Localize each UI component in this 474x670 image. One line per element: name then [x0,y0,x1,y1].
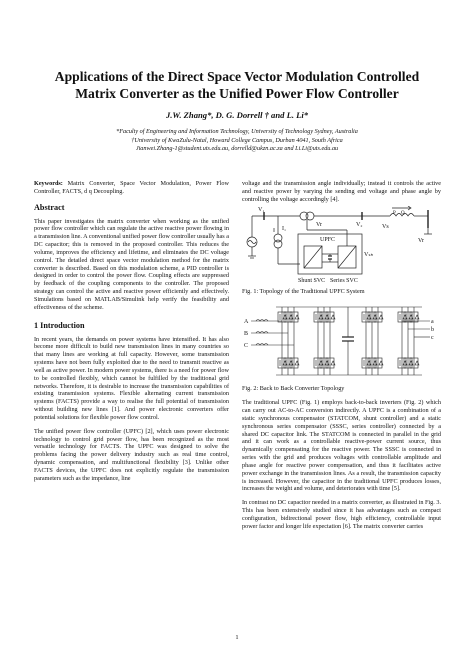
right-column [242,180,441,531]
right-paragraph-1: voltage and the transmission angle individually; instead it controls the active and reactive power by varying the sending end voltage and phase angle by controlling the voltage accordingly [4]. [242,180,441,203]
abstract-heading: Abstract [34,202,65,212]
abstract-body: This paper investigates the matrix converter when working as the unified power flow controller which can regulate the active reactive power flowing in a transmission line. A conventional unified power flow controller usually has a DC capacitor; this is removed in the proposed controller. This reduces the volume, improves the efficiency and lifetime, and eliminates the DC voltage control. The detailed direct space vector modulation method for the matrix converter is described. Based on this modulation scheme, a PID controller is designed in order to control the power flow. Coupling effects are suppressed by feedback of the coupling components to the controller. The proposed strategy can control the active and reactive power efficiently and effectively. Simulations based on MATLAB/Simulink help verify the feasibility and effectiveness of the scheme. [34,217,229,311]
switch-1-2-upper-diode [415,315,419,319]
affiliation-1: *Faculty of Engineering and Information Technology, University of Technology Sydney, Australia [116,128,358,135]
figure-2-back-to-back-converter [242,301,441,383]
figure-1-upfc-topology [242,206,441,286]
switch-1-0-upper-diode [403,315,407,319]
label-p: P [393,210,396,216]
switch-1-0-lower-diode [403,361,407,365]
inner-switch-4-lower-diode [373,361,377,365]
label-vs: Vs [382,223,389,230]
switch-1-1-upper-diode [409,315,413,319]
intro-paragraph-1: In recent years, the demands on power systems have intensified. It has also become more difficult to build new transmission lines in many countries so that many lines are working at full capacity. However, some transmission systems have not been fully exploited due to the need to transmit reactive as well as active power. In modern power systems, there is a need for power flow to be controlled flexibly, which cannot be fulfilled by the traditional grid networks. Therefore, it is desirable to increase the transmission capabilities of existing transmission systems. Flexible alternating current transmission systems (FACTS) provide a way to realise the full potential of transmission without building new lines [1]. And power electronic converters offer potential solutions for flexible power flow control. [34,335,229,421]
paper-title [20,68,454,102]
inner-switch-2-upper-diode [331,315,335,319]
label-upfc: UPFC [320,236,336,243]
switch-0-1-upper-diode [289,315,293,319]
keywords-text: Matrix Converter, Space Vector Modulation, Power Flow Controller, FACTS, d q Decoupling. [34,180,229,195]
label-vsh: Vₛₕ [364,251,373,258]
switch-0-2-lower-diode [295,361,299,365]
label-output-a: a [431,319,434,326]
switch-1-2-lower-diode [415,361,419,365]
inner-switch-5-upper-diode [379,315,383,319]
source-wave [248,240,256,243]
label-q: Q [401,210,405,216]
switch-0-0-lower-diode [283,361,287,365]
keywords [34,180,229,196]
right-paragraph-3: In contrast no DC capacitor needed in a matrix converter, as illustrated in Fig. 3. This has been extensively studied since it has advantages such as compact configuration, bidirectional power flow, high efficiency, controllable input power factor and longer life expectation [6]. The matrix converter carries [242,499,441,530]
label-vr: Vr [316,221,322,228]
figure-2-caption: Fig. 2: Back to Back Converter Topology [242,385,345,393]
switch-0-2-upper-diode [295,315,299,319]
inner-switch-0-upper-diode [319,315,323,319]
intro-paragraph-2: The unified power flow controller (UPFC) [2], which uses power electronic technology to control grid power flow, has been recognized as the most versatile technology for FACTS. The UPFC was designed to solve the problems facing the power delivery industry such as real time control, dynamic compensation, and multifunctional flexibility [3]. Unlike other FACTS devices, the UPFC does not explicitly regulate the transmission parameters such as the impedance, line [34,427,229,482]
shunt-converter-diag [304,246,322,268]
inner-switch-1-upper-diode [325,315,329,319]
inner-switch-1-lower-diode [325,361,329,365]
label-v2: V₂ [356,221,363,228]
label-shunt-svc: Shunt SVC [298,277,326,284]
inner-switch-5-lower-diode [379,361,383,365]
author-list: J.W. Zhang*, D. G. Dorrell † and L. Li* [165,110,309,120]
label-series-svc: Series SVC [330,277,358,284]
inner-switch-0-lower-diode [319,361,323,365]
shunt-xfmr-b [274,240,282,248]
label-vr-receiving: Vr [418,237,424,244]
series-converter-diag [338,246,356,268]
label-input-c: C [244,343,249,350]
switch-0-1-lower-diode [289,361,293,365]
label-i1: I₁ [282,225,287,232]
affiliations [20,128,454,154]
inner-switch-4-upper-diode [373,315,377,319]
affiliation-2: †University of KwaZulu-Natal, Howard College Campus, Durban 4041, South Africa [131,136,343,144]
label-input-a: A [244,319,249,326]
right-paragraph-2: The traditional UPFC (Fig. 1) employs back-to-back inverters (Fig. 2) which can carry out AC-to-AC conversion indirectly. A UPFC is a combination of a static synchronous compensator (STATCOM, shunt controller) and a static synchronous series compensator (SSSC, series controller) connected by a shared DC capacitor link. The STATCOM is connected in parallel in the grid and it can work as a controllable reactive-power current source, thus dynamically compensating for the reactive power. The SSSC is connected in series with the grid and produces voltages with controllable amplitude and phase angle for reactive power compensation, and thus it facilitates active power exchange in the transmission lines. As a result, the transmission capacity is increased. However, the capacitor in the traditional UPFC produces losses, increases the weight and volume, and deteriorates with time [5]. [242,399,441,493]
title-line-1: Applications of the Direct Space Vector Modulation Controlled [54,69,420,84]
keywords-label: Keywords: [34,180,63,187]
left-column [34,180,229,483]
label-output-b: b [431,327,434,334]
title-line-2: Matrix Converter as the Unified Power Flow Controller [75,86,399,101]
introduction-heading: 1 Introduction [34,320,85,330]
figure-1-caption: Fig. 1: Topology of the Traditional UPFC System [242,287,365,295]
label-v1: V₁ [258,206,265,213]
inner-switch-2-lower-diode [331,361,335,365]
switch-0-0-upper-diode [283,315,287,319]
switch-1-1-lower-diode [409,361,413,365]
inner-switch-3-lower-diode [367,361,371,365]
author-emails: Jianwei.Zhang-1@student.uts.edu.au, dorrelld@ukzn.ac.za and Li.Li@uts.edu.au [135,145,339,153]
series-xfmr-b [306,212,314,220]
inner-switch-3-upper-diode [367,315,371,319]
label-output-c: c [431,335,434,342]
page-number: 1 [235,634,239,641]
label-input-b: B [244,331,249,338]
